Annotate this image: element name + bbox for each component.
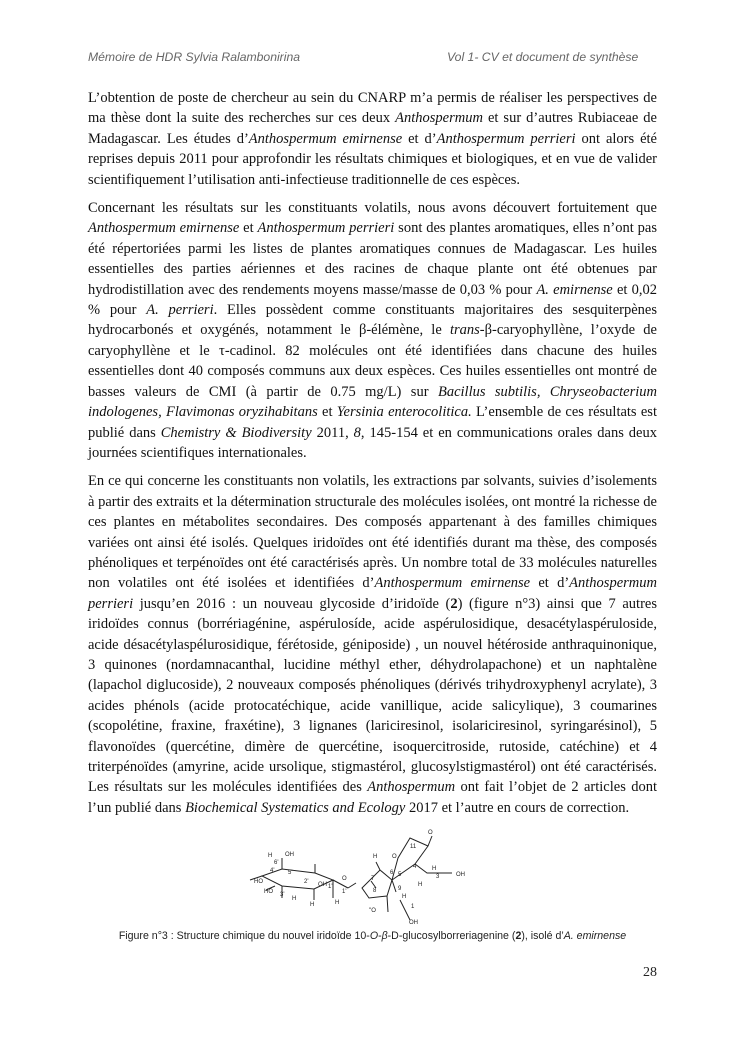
italic-run: Anthospermum emirnense bbox=[88, 220, 240, 237]
italic-run: O bbox=[369, 930, 379, 942]
structure-label: HO bbox=[254, 879, 263, 885]
italic-run: trans bbox=[449, 322, 480, 339]
header-volume-title: Vol 1- CV et document de synthèse bbox=[447, 50, 639, 64]
paragraph bbox=[88, 88, 657, 190]
structure-label: OH bbox=[285, 852, 294, 858]
body-text bbox=[88, 88, 657, 826]
structure-label: 5' bbox=[288, 870, 293, 876]
structure-label: 1' bbox=[342, 889, 347, 895]
structure-label: H bbox=[402, 894, 407, 900]
structure-label: 1' bbox=[328, 884, 333, 890]
italic-run: Anthospermum emirnense bbox=[248, 130, 403, 147]
structure-label: 11 bbox=[410, 844, 417, 850]
structure-label: 8 bbox=[373, 888, 377, 894]
text-run: ) (figure n°3) ainsi que 7 autres iridoïdes connus (borrériagénine, aspérulosíde, acide aspérulosidique, desacétylaspéruloside, acide désacétylaspélurosidique, férétoside, géniposide) , un nouvel hétéroside anthraquinonique, 3 quinones (nordamnacanthal, lucidine méthyl ether, déhydrolapachone) et un naphtalène (lapachol diglucoside), 2 nouveaux composés phénoliques (dérivés trihydroxyphenyl acrylate), 3 acides phénols (acide protocatéchique, acide vanillique, acide salicylique), 3 coumarines (scopolétine, fraxine, fraxétine), 3 lignanes (lariciresinol, isolariciresinol, syringarésinol), 5 flavonoïdes (quercétine, dimère de quercétine, isoquercitroside, rutoside, catéchine) et 4 triterpénoïdes (amyrine, acide ursolique, stigmastérol, glucosylstigmastérol) ont été caractérisés. Les résultats sur les molécules identifiées des bbox=[88, 595, 657, 796]
text-run: Concernant les résultats sur les constituants volatils, nous avons découvert fortuitement que bbox=[88, 200, 657, 217]
italic-run: Chemistry & Biodiversity bbox=[160, 424, 312, 441]
text-run: jusqu’en 2016 : un nouveau glycoside d’iridoïde ( bbox=[133, 595, 451, 612]
structure-label: O bbox=[392, 854, 397, 860]
structure-label: OH bbox=[409, 920, 418, 926]
italic-run: A. emirnense bbox=[536, 281, 613, 298]
italic-run: Yersinia enterocolitica. bbox=[336, 404, 472, 421]
structure-label: 2' bbox=[304, 879, 309, 885]
italic-run: Anthospermum bbox=[367, 779, 456, 796]
text-run: ont fait l’objet de 2 articles dont l’un publié dans bbox=[88, 779, 657, 816]
structure-label: 9 bbox=[398, 886, 402, 892]
text-run: , 145-154 et en communications orales dans deux journées scientifiques internationales. bbox=[88, 424, 657, 461]
italic-run: Anthospermum perrieri bbox=[436, 130, 576, 147]
structure-label: 6 bbox=[390, 870, 394, 876]
structure-label: H bbox=[292, 896, 297, 902]
structure-label: 6' bbox=[274, 860, 279, 866]
structure-label: H bbox=[310, 902, 315, 908]
text-run: et d’ bbox=[402, 130, 437, 147]
italic-run: Anthospermum perrieri bbox=[257, 220, 395, 237]
text-run: 2011, bbox=[311, 424, 354, 441]
italic-run: 8 bbox=[353, 424, 361, 441]
page-header bbox=[88, 50, 658, 68]
italic-run: Anthospermum emirnense bbox=[374, 575, 531, 592]
structure-label: OH bbox=[456, 872, 465, 878]
structure-label: H bbox=[335, 900, 340, 906]
paragraph bbox=[88, 198, 657, 463]
structure-label: 3' bbox=[280, 892, 285, 898]
structure-label: O bbox=[342, 876, 347, 882]
italic-run: β bbox=[381, 930, 388, 942]
italic-run: Anthospermum bbox=[395, 110, 483, 127]
text-run: - bbox=[378, 930, 382, 942]
structure-label: 1 bbox=[411, 904, 415, 910]
italic-run: A. perrieri bbox=[146, 302, 214, 319]
structure-label: HO bbox=[264, 889, 273, 895]
structure-label: 4 bbox=[413, 864, 417, 870]
italic-run: Bacillus subtilis, Chryseobacterium indologenes, Flavimonas oryzihabitans bbox=[88, 383, 657, 421]
structure-label: 4' bbox=[270, 868, 275, 874]
header-author-title: Mémoire de HDR Sylvia Ralambonirina bbox=[88, 50, 301, 64]
text-run: 2017 et l’autre en cours de correction. bbox=[405, 799, 630, 816]
bold-run: 2 bbox=[450, 595, 458, 612]
text-run: et d’ bbox=[530, 575, 570, 592]
structure-label: H bbox=[432, 866, 437, 872]
structure-label: H bbox=[268, 853, 273, 859]
structure-label: 5 bbox=[398, 872, 402, 878]
structure-label: 7 bbox=[371, 876, 375, 882]
text-run: -β-caryophyllène, l’oxyde de caryophyllène et le τ-cadinol. 82 molécules ont été identifiées dans chacune des huiles essentielles dont 40 composés communs aux deux espèces. Ces huiles essentielles ont montré de basses valeurs de CMI (à partir de 0.75 mg/L) sur bbox=[88, 322, 657, 400]
structure-label: O bbox=[428, 830, 433, 836]
structure-label: H bbox=[373, 854, 378, 860]
text-run: et 0,02 % pour bbox=[88, 281, 657, 319]
structure-label: ''O bbox=[369, 908, 376, 914]
text-run: sont des plantes aromatiques, elles n’ont pas été répertoriées parmi les listes de plantes aromatiques connues de Madagascar. Les huiles essentielles des parties aériennes et des racines de chaque plante ont été obtenues par hydrodistillation avec des rendements moyens masse/masse de 0,03 % pour bbox=[88, 220, 657, 298]
text-run: ont alors été reprises depuis 2011 pour approfondir les résultats chimiques et biologiques, et en vue de valider scientifiquement l’utilisation anti-infectieuse traditionnelle de ces espèces. bbox=[88, 130, 657, 188]
italic-run: Anthospermum perrieri bbox=[88, 575, 657, 612]
text-run: et bbox=[317, 404, 337, 421]
text-run: En ce qui concerne les constituants non volatils, les extractions par solvants, suivies d’isolements à partir des extraits et la détermination structurale des molécules isolées, ont montré la richesse de ces plantes en métabolites secondaires. Des composés appartenant à des familles chimiques variées ont ainsi été isolés. Quelques iridoïdes ont été identifiés durant ma thèse, des composés phénoliques et terpénoïdes ont été caractérisés après. Un nombre total de 33 molécules naturelles non volatiles ont été isolées et identifiées d’ bbox=[88, 473, 657, 592]
bold-run: 2 bbox=[515, 930, 522, 942]
italic-run: A. emirnense bbox=[563, 930, 627, 942]
text-run: L’ensemble de ces résultats est publié dans bbox=[88, 404, 657, 441]
text-run: L’obtention de poste de chercheur au sein du CNARP m’a permis de réaliser les perspectives de ma thèse dont la suite des recherches sur ces deux bbox=[88, 90, 657, 127]
figure-caption bbox=[88, 930, 657, 942]
text-run: ), isolé d’ bbox=[521, 930, 564, 942]
text-run: et bbox=[239, 220, 258, 237]
text-run: . Elles possèdent comme constituants majoritaires des sesquiterpènes hydrocarbonés et oxygénés, notamment le β-élémène, le bbox=[88, 302, 657, 339]
text-run: -D-glucosylborreriagenine ( bbox=[387, 930, 516, 942]
page-number: 28 bbox=[643, 965, 657, 980]
structure-label: 3 bbox=[436, 874, 440, 880]
paragraph bbox=[88, 471, 657, 818]
text-run: et sur d’autres Rubiaceae de Madagascar. Les études d’ bbox=[88, 110, 657, 147]
text-run: Figure n°3 : Structure chimique du nouvel iridoïde 10- bbox=[118, 930, 370, 942]
structure-label: OH bbox=[318, 882, 327, 888]
italic-run: Biochemical Systematics and Ecology bbox=[185, 799, 406, 816]
structure-label: H bbox=[418, 882, 423, 888]
chemical-structure-figure bbox=[230, 828, 520, 928]
